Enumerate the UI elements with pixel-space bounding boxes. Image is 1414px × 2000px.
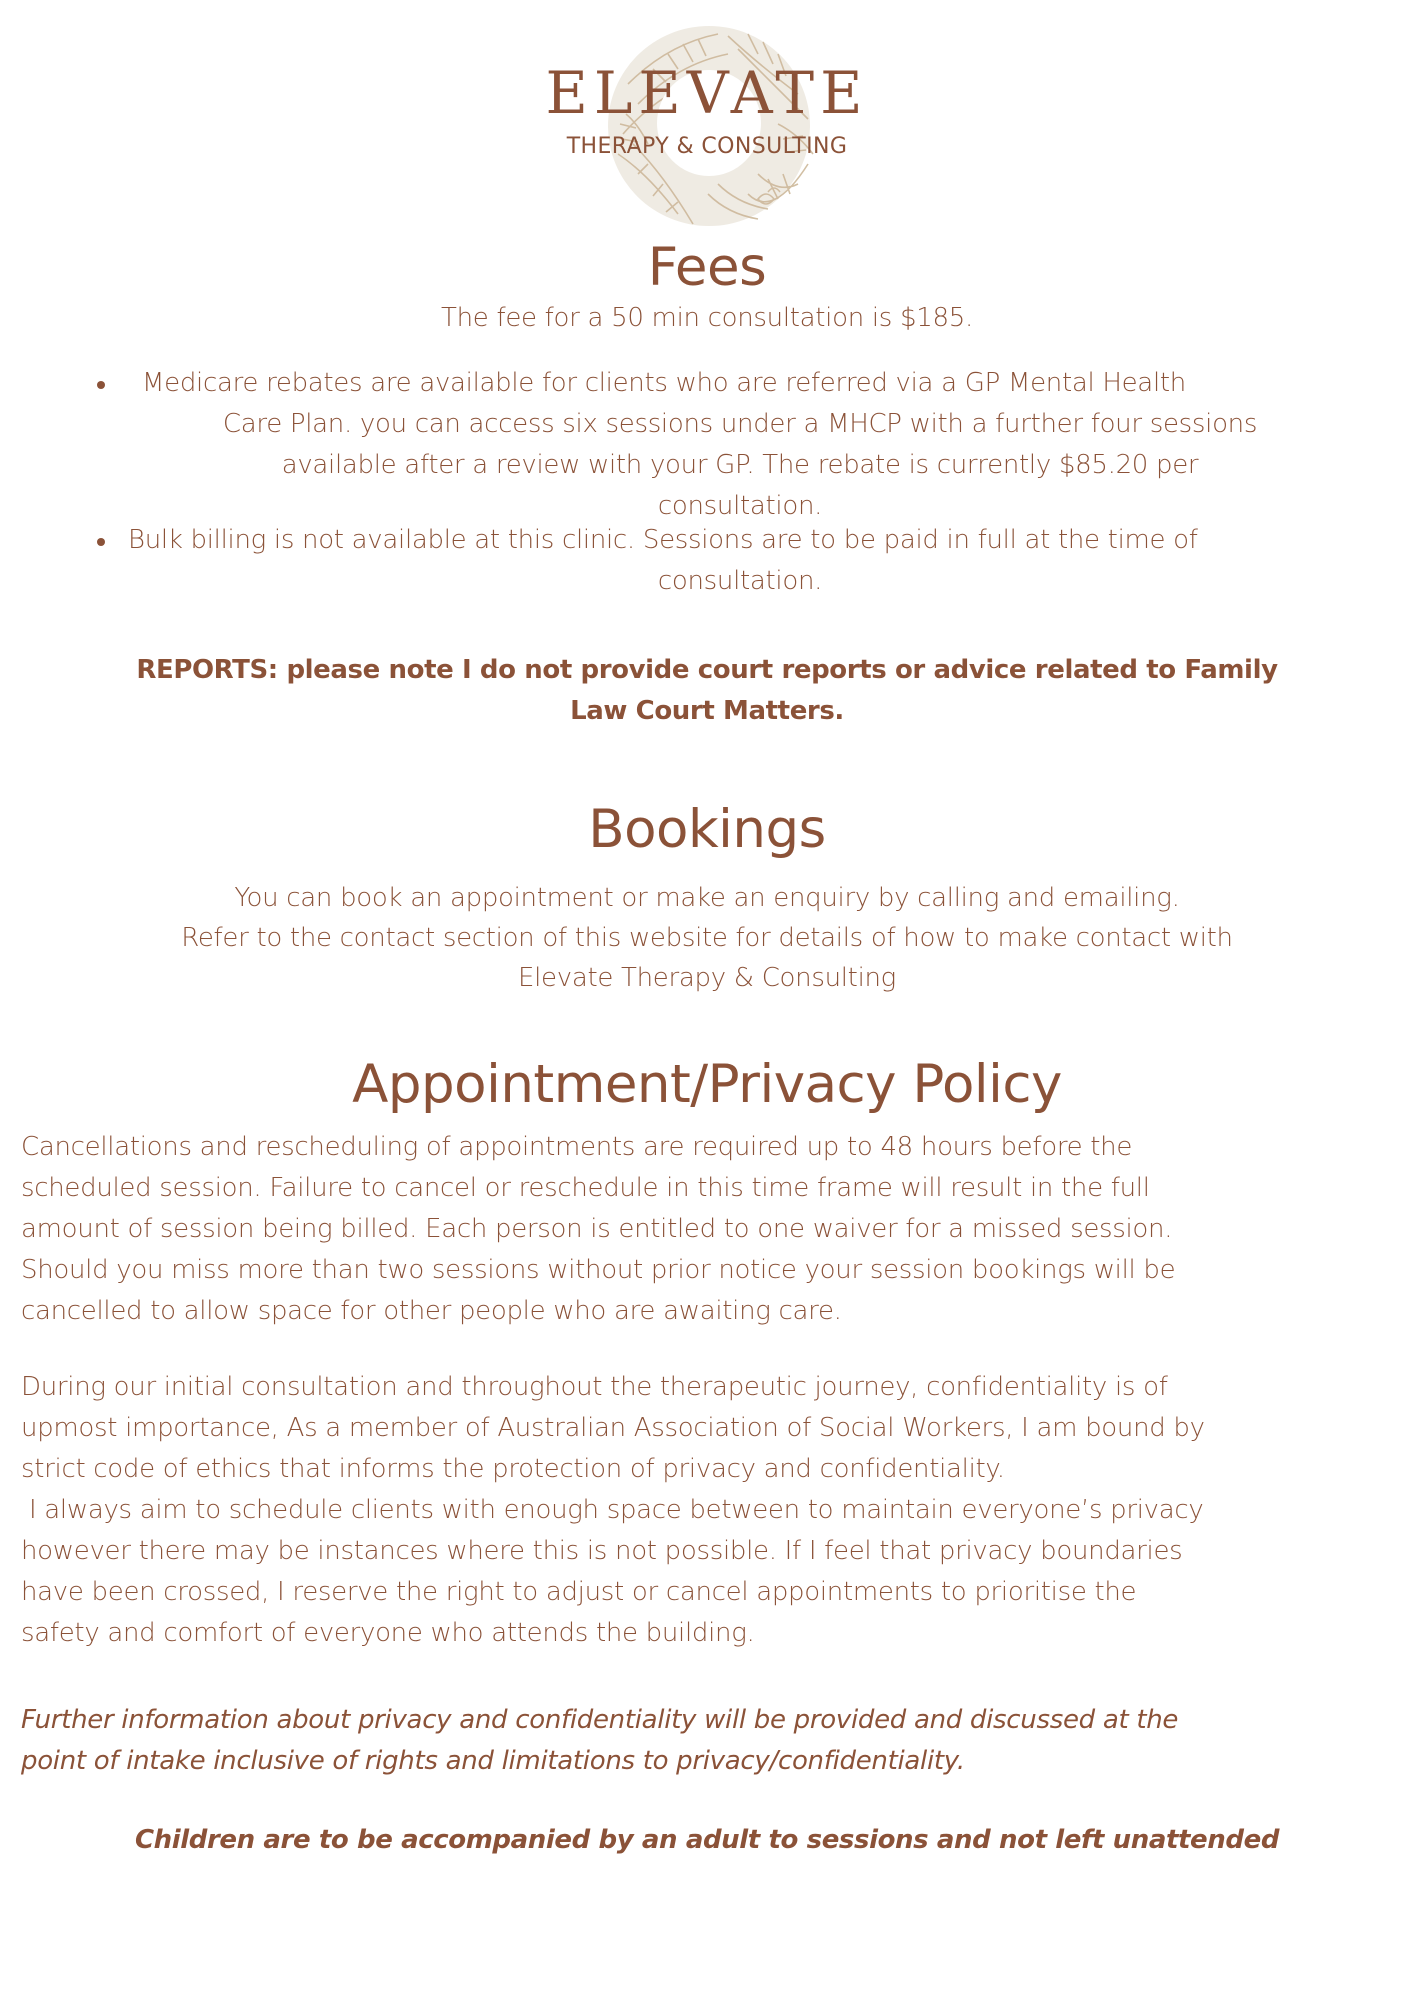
paragraph-line: Further information about privacy and confidentiality will be provided and discussed at the [21, 1705, 1179, 1735]
bookings-line: You can book an appointment or make an enquiry by calling and emailing. [234, 883, 1180, 913]
paragraph-line: Should you miss more than two sessions without prior notice your session bookings will be [21, 1255, 1176, 1285]
fees-heading: Fees [647, 237, 767, 298]
children-notice: Children are to be accompanied by an adult to sessions and not left unattended [134, 1825, 1280, 1855]
leaf-ring-icon [608, 24, 820, 230]
reports-notice-line: Law Court Matters. [570, 696, 844, 726]
bullet-line: Care Plan. you can access six sessions under a MHCP with a further four sessions [222, 409, 1258, 439]
fees-intro: The fee for a 50 min consultation is $185. [441, 303, 973, 333]
paragraph-line: upmost importance, As a member of Australian Association of Social Workers, I am bound by [21, 1413, 1205, 1443]
paragraph-line: scheduled session. Failure to cancel or reschedule in this time frame will result in the full [21, 1173, 1150, 1203]
bullet-line: available after a review with your GP. The rebate is currently $85.20 per [281, 450, 1199, 480]
paragraph-line: amount of session being billed. Each person is entitled to one waiver for a missed session. [21, 1214, 1173, 1244]
paragraph-line: have been crossed, I reserve the right to adjust or cancel appointments to prioritise the [21, 1577, 1137, 1607]
logo [507, 22, 907, 232]
paragraph-line: Cancellations and rescheduling of appointments are required up to 48 hours before the [21, 1132, 1133, 1162]
paragraph-line: however there may be instances where this is not possible. If I feel that privacy boundaries [21, 1536, 1183, 1566]
bullet-line: consultation. [657, 491, 823, 521]
bullet-icon [97, 381, 105, 389]
policy-heading: Appointment/Privacy Policy [352, 1054, 1062, 1115]
brand-tagline: THERAPY & CONSULTING [566, 134, 848, 159]
paragraph-line: cancelled to allow space for other people who are awaiting care. [21, 1296, 842, 1326]
reports-notice-line: REPORTS: please note I do not provide court reports or advice related to Family [136, 655, 1278, 685]
bookings-heading: Bookings [588, 799, 826, 860]
bookings-line: Elevate Therapy & Consulting [518, 963, 896, 993]
bookings-line: Refer to the contact section of this website for details of how to make contact with [181, 923, 1233, 953]
brand-name: ELEVATE [545, 59, 869, 127]
paragraph-line: point of intake inclusive of rights and limitations to privacy/confidentiality. [21, 1746, 965, 1776]
bullet-line: Medicare rebates are available for clients who are referred via a GP Mental Health [142, 368, 1186, 398]
bullet-line: consultation. [657, 566, 823, 596]
bullet-icon [97, 538, 105, 546]
paragraph-line: During our initial consultation and throughout the therapeutic journey, confidentiality is of [21, 1372, 1168, 1402]
paragraph-line: safety and comfort of everyone who attends the building. [21, 1618, 755, 1648]
bullet-line: Bulk billing is not available at this clinic. Sessions are to be paid in full at the time of [128, 525, 1198, 555]
paragraph-line: I always aim to schedule clients with enough space between to maintain everyone’s privacy [21, 1495, 1204, 1525]
paragraph-line: strict code of ethics that informs the protection of privacy and confidentiality. [21, 1454, 1005, 1484]
